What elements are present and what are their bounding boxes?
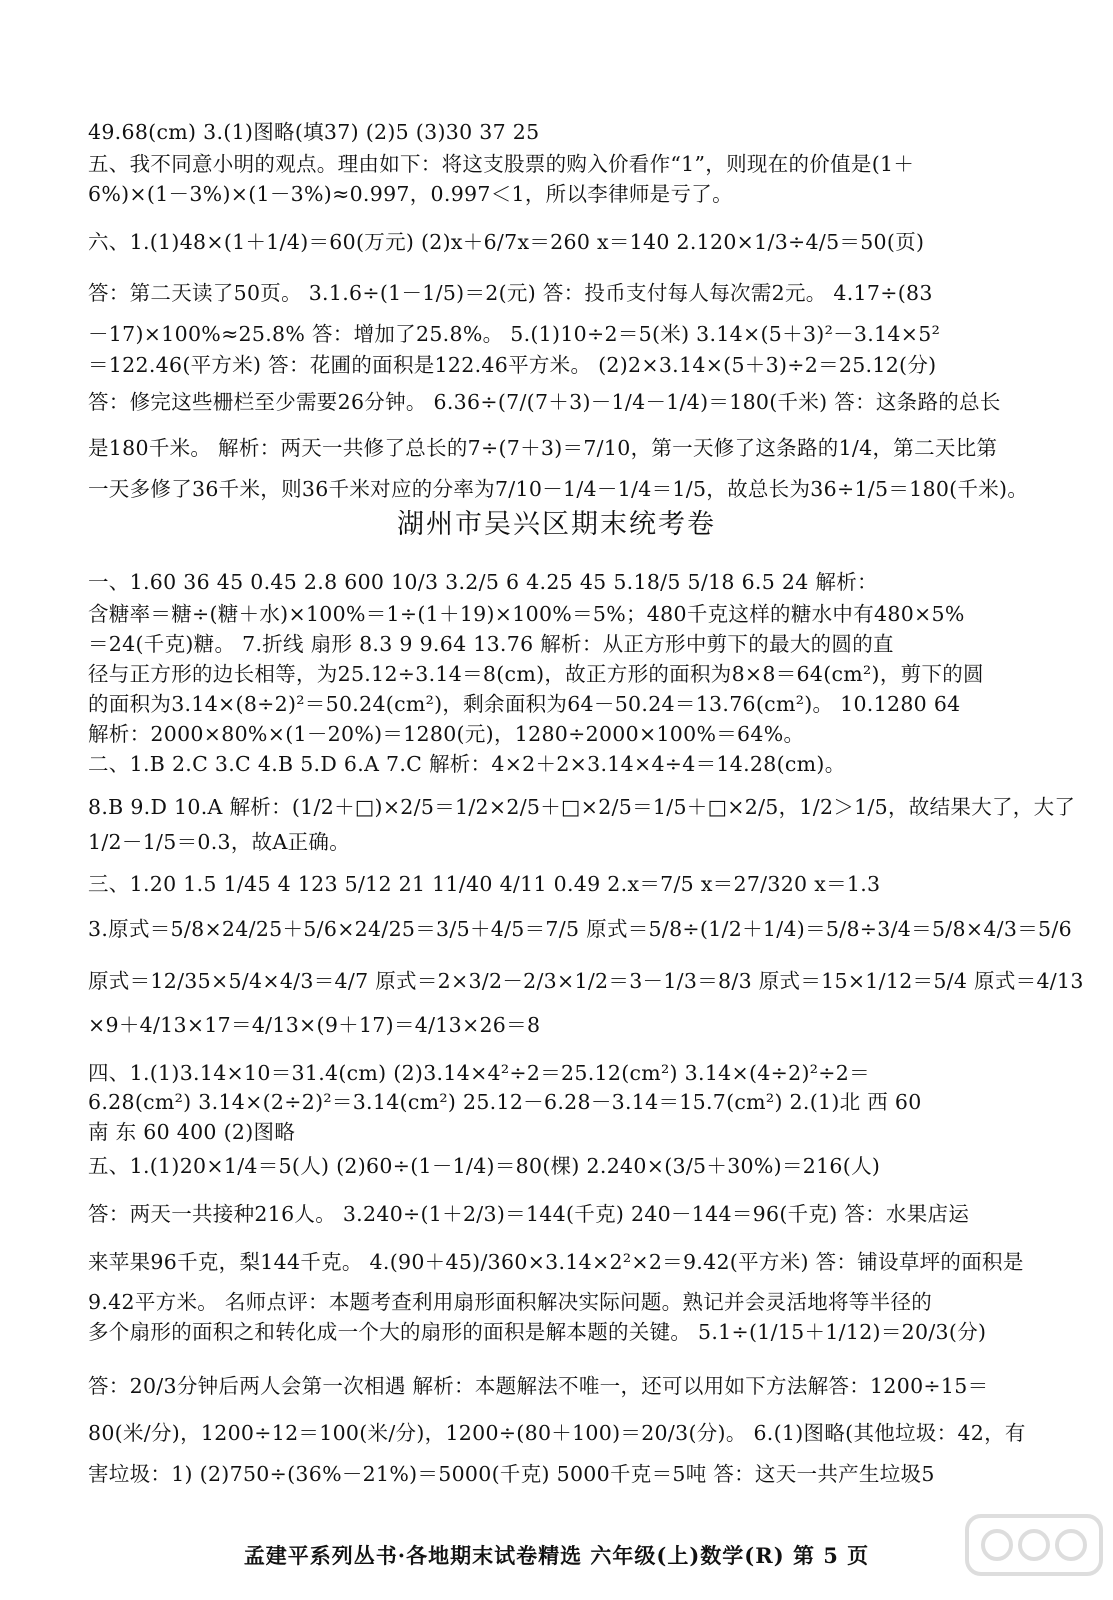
- text-line: 南 东 60 400 (2)图略: [88, 1120, 296, 1144]
- watermark-logo-icon: [959, 1508, 1109, 1598]
- text-line: 径与正方形的边长相等，为25.12÷3.14＝8(cm)，故正方形的面积为8×8＝64(cm²)，剪下的圆: [88, 662, 984, 686]
- text-line: 多个扇形的面积之和转化成一个大的扇形的面积是解本题的关键。 5.1÷(1/15＋1/12)＝20/3(分): [88, 1320, 987, 1344]
- text-line: 五、我不同意小明的观点。理由如下：将这支股票的购入价看作“1”，则现在的价值是(1＋: [88, 152, 915, 176]
- text-line: 含糖率＝糖÷(糖＋水)×100%＝1÷(1＋19)×100%＝5%；480千克这样的糖水中有480×5%: [88, 602, 965, 626]
- text-line: 来苹果96千克，梨144千克。 4.(90＋45)/360×3.14×2²×2＝9.42(平方米) 答：铺设草坪的面积是: [88, 1250, 1024, 1274]
- text-line: ＝122.46(平方米) 答：花圃的面积是122.46平方米。 (2)2×3.14×(5＋3)÷2＝25.12(分): [88, 353, 937, 377]
- text-line: 一、1.60 36 45 0.45 2.8 600 10/3 3.2/5 6 4.25 45 5.18/5 5/18 6.5 24 解析：: [88, 570, 878, 594]
- text-line: 答：20/3分钟后两人会第一次相遇 解析：本题解法不唯一，还可以用如下方法解答：1200÷15＝: [88, 1374, 989, 1398]
- text-line: －17)×100%≈25.8% 答：增加了25.8%。 5.(1)10÷2＝5(米) 3.14×(5＋3)²－3.14×5²: [88, 322, 941, 346]
- text-line: 的面积为3.14×(8÷2)²＝50.24(cm²)，剩余面积为64－50.24＝13.76(cm²)。 10.1280 64: [88, 692, 961, 716]
- text-line: 答：第二天读了50页。 3.1.6÷(1－1/5)＝2(元) 答：投币支付每人每次需2元。 4.17÷(83: [88, 281, 933, 305]
- text-line: 原式＝12/35×5/4×4/3＝4/7 原式＝2×3/2－2/3×1/2＝3－1/3＝8/3 原式＝15×1/12＝5/4 原式＝4/13: [88, 969, 1084, 993]
- text-line: 8.B 9.D 10.A 解析：(1/2＋□)×2/5＝1/2×2/5＋□×2/5＝1/5＋□×2/5，1/2＞1/5，故结果大了，大了: [88, 795, 1076, 819]
- text-line: 9.42平方米。 名师点评：本题考查利用扇形面积解决实际问题。熟记并会灵活地将等半径的: [88, 1290, 933, 1314]
- text-line: 六、1.(1)48×(1＋1/4)＝60(万元) (2)x＋6/7x＝260 x＝140 2.120×1/3÷4/5＝50(页): [88, 230, 925, 254]
- text-line: 害垃圾：1) (2)750÷(36%－21%)＝5000(千克) 5000千克＝5吨 答：这天一共产生垃圾5: [88, 1462, 935, 1486]
- text-line: 三、1.20 1.5 1/45 4 123 5/12 21 11/40 4/11 0.49 2.x＝7/5 x＝27/320 x＝1.3: [88, 872, 881, 896]
- text-line: 二、1.B 2.C 3.C 4.B 5.D 6.A 7.C 解析：4×2＋2×3.14×4÷4＝14.28(cm)。: [88, 752, 846, 776]
- text-line: 49.68(cm) 3.(1)图略(填37) (2)5 (3)30 37 25: [88, 120, 540, 144]
- text-line: 3.原式＝5/8×24/25＋5/6×24/25＝3/5＋4/5＝7/5 原式＝5/8÷(1/2＋1/4)＝5/8÷3/4＝5/8×4/3＝5/6: [88, 917, 1072, 941]
- text-line: 一天多修了36千米，则36千米对应的分率为7/10－1/4－1/4＝1/5，故总长为36÷1/5＝180(千米)。: [88, 477, 1029, 501]
- text-line: ×9＋4/13×17＝4/13×(9＋17)＝4/13×26＝8: [88, 1013, 541, 1037]
- text-line: 80(米/分)，1200÷12＝100(米/分)，1200÷(80＋100)＝20/3(分)。 6.(1)图略(其他垃圾：42，有: [88, 1421, 1026, 1445]
- text-line: 答：修完这些栅栏至少需要26分钟。 6.36÷(7/(7＋3)－1/4－1/4)＝180(千米) 答：这条路的总长: [88, 390, 1001, 414]
- text-line: 四、1.(1)3.14×10＝31.4(cm) (2)3.14×4²÷2＝25.12(cm²) 3.14×(4÷2)²÷2＝: [88, 1061, 870, 1085]
- text-line: 1/2－1/5＝0.3，故A正确。: [88, 830, 350, 854]
- text-line: ＝24(千克)糖。 7.折线 扇形 8.3 9 9.64 13.76 解析：从正方形中剪下的最大的圆的直: [88, 632, 894, 656]
- text-line: 五、1.(1)20×1/4＝5(人) (2)60÷(1－1/4)＝80(棵) 2.240×(3/5＋30%)＝216(人): [88, 1154, 881, 1178]
- text-line: 答：两天一共接种216人。 3.240÷(1＋2/3)＝144(千克) 240－144＝96(千克) 答：水果店运: [88, 1202, 970, 1226]
- text-line: 是180千米。 解析：两天一共修了总长的7÷(7＋3)＝7/10，第一天修了这条路的1/4，第二天比第: [88, 436, 998, 460]
- text-line: 解析：2000×80%×(1－20%)＝1280(元)，1280÷2000×100%＝64%。: [88, 722, 805, 746]
- page-footer: 孟建平系列丛书·各地期末试卷精选 六年级(上)数学(R) 第 5 页: [243, 1543, 870, 1568]
- text-line: 6%)×(1－3%)×(1－3%)≈0.997，0.997＜1，所以李律师是亏了。: [88, 182, 733, 206]
- text-line: 6.28(cm²) 3.14×(2÷2)²＝3.14(cm²) 25.12－6.28－3.14＝15.7(cm²) 2.(1)北 西 60: [88, 1090, 922, 1114]
- section-title: 湖州市吴兴区期末统考卷: [397, 509, 716, 540]
